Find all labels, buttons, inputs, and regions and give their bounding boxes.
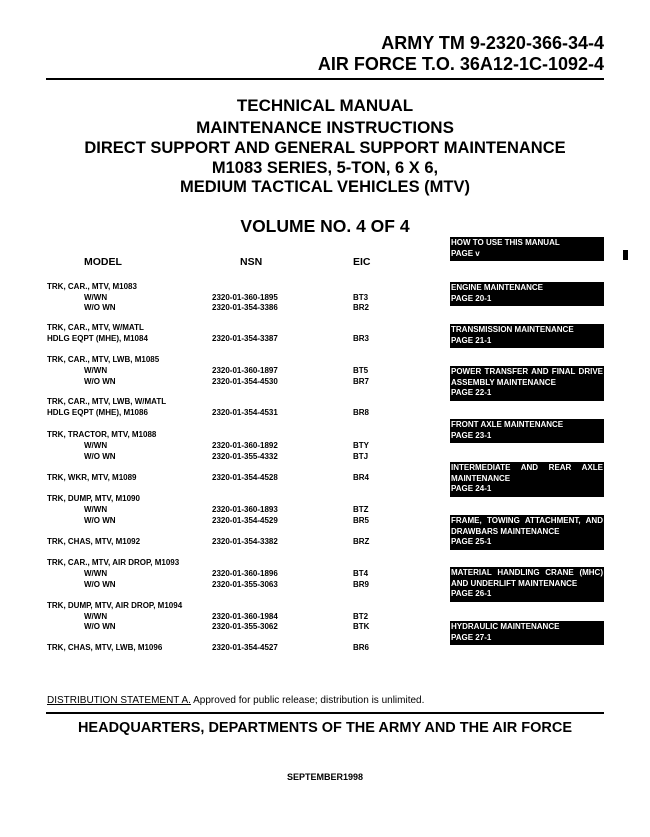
vehicle-variant: W/WN	[84, 293, 108, 302]
vehicle-eic: BR4	[353, 473, 370, 482]
vehicle-variant: W/O WN	[84, 452, 116, 461]
title-series: M1083 SERIES, 5-TON, 6 X 6,	[211, 159, 439, 177]
vehicle-nsn: 2320-01-354-4527	[212, 643, 278, 652]
vehicle-variant: W/WN	[84, 505, 108, 514]
vehicle-nsn: 2320-01-354-4528	[212, 473, 278, 482]
section-page: PAGE 22-1	[451, 388, 492, 397]
vehicle-model: TRK, CAR., MTV, LWB, M1085	[47, 355, 160, 364]
footer-rule	[46, 712, 604, 714]
section-title: HYDRAULIC MAINTENANCE	[451, 622, 560, 631]
vehicle-model: TRK, CHAS, MTV, M1092	[47, 537, 141, 546]
vehicle-model: TRK, CHAS, MTV, LWB, M1096	[47, 643, 163, 652]
vehicle-eic: BT3	[353, 293, 369, 302]
vehicle-nsn: 2320-01-355-3062	[212, 622, 278, 631]
vehicle-variant: W/O WN	[84, 377, 116, 386]
distribution-label: DISTRIBUTION STATEMENT A.	[47, 695, 191, 706]
section-page: PAGE 23-1	[451, 430, 492, 440]
section-tab-transmission[interactable]	[450, 324, 604, 348]
vehicle-eic: BT5	[353, 366, 369, 375]
vehicle-eic: BTJ	[353, 452, 369, 461]
section-page: PAGE 20-1	[451, 293, 492, 303]
section-page: PAGE v	[451, 248, 480, 258]
vehicle-nsn: 2320-01-360-1896	[212, 569, 278, 578]
column-header-nsn: NSN	[240, 256, 263, 268]
vehicle-nsn: 2320-01-354-4530	[212, 377, 278, 386]
section-tab-front-axle[interactable]	[450, 419, 604, 443]
vehicle-model: HDLG EQPT (MHE), M1084	[47, 334, 148, 343]
vehicle-eic: BTY	[353, 441, 369, 450]
vehicle-eic: BR7	[353, 377, 370, 386]
vehicle-nsn: 2320-01-360-1895	[212, 293, 278, 302]
headquarters: HEADQUARTERS, DEPARTMENTS OF THE ARMY AND THE AIR FORCE	[77, 720, 573, 736]
vehicle-eic: BR6	[353, 643, 370, 652]
column-header-eic: EIC	[353, 256, 371, 268]
vehicle-model: TRK, CAR., MTV, AIR DROP, M1093	[47, 558, 180, 567]
vehicle-model: TRK, DUMP, MTV, M1090	[47, 494, 140, 503]
vehicle-model: TRK, TRACTOR, MTV, M1088	[47, 430, 157, 439]
section-tab-engine[interactable]	[450, 282, 604, 306]
vehicle-model: TRK, CAR., MTV, M1083	[47, 282, 137, 291]
vehicle-eic: BR3	[353, 334, 370, 343]
vehicle-model: TRK, WKR, MTV, M1089	[47, 473, 137, 482]
vehicle-variant: W/O WN	[84, 622, 116, 631]
vehicle-variant: W/O WN	[84, 580, 116, 589]
header-rule	[46, 78, 604, 80]
vehicle-nsn: 2320-01-360-1893	[212, 505, 278, 514]
air-force-to-number: AIR FORCE T.O. 36A12-1C-1092-4	[317, 54, 604, 74]
section-page: PAGE 25-1	[451, 537, 492, 546]
vehicle-model: TRK, CAR., MTV, W/MATL	[47, 323, 144, 332]
vehicle-eic: BRZ	[353, 537, 370, 546]
publication-date: SEPTEMBER1998	[286, 772, 364, 782]
vehicle-eic: BR9	[353, 580, 370, 589]
army-tm-number: ARMY TM 9-2320-366-34-4	[381, 33, 604, 53]
section-tab-how-to-use[interactable]	[450, 237, 604, 261]
vehicle-eic: BTK	[353, 622, 370, 631]
section-title: TRANSMISSION MAINTENANCE	[451, 325, 574, 334]
vehicle-model: TRK, CAR., MTV, LWB, W/MATL	[47, 397, 167, 406]
vehicle-variant: W/WN	[84, 569, 108, 578]
vehicle-nsn: 2320-01-360-1984	[212, 612, 278, 621]
vehicle-eic: BT2	[353, 612, 369, 621]
title-maintenance-instructions: MAINTENANCE INSTRUCTIONS	[196, 118, 454, 137]
vehicle-nsn: 2320-01-360-1897	[212, 366, 278, 375]
section-title: ENGINE MAINTENANCE	[451, 283, 544, 292]
vehicle-variant: W/O WN	[84, 303, 116, 312]
section-page: PAGE 26-1	[451, 589, 492, 598]
section-tab-hydraulic[interactable]	[450, 621, 604, 645]
vehicle-model: TRK, DUMP, MTV, AIR DROP, M1094	[47, 601, 183, 610]
vehicle-nsn: 2320-01-355-3063	[212, 580, 278, 589]
volume-number: VOLUME NO. 4 OF 4	[240, 216, 410, 236]
distribution-statement	[47, 695, 424, 706]
section-title: HOW TO USE THIS MANUAL	[451, 238, 560, 247]
vehicle-nsn: 2320-01-355-4332	[212, 452, 278, 461]
vehicle-eic: BR2	[353, 303, 370, 312]
section-tab-rear-axle[interactable]	[450, 462, 604, 497]
vehicle-nsn: 2320-01-354-4529	[212, 516, 278, 525]
vehicle-nsn: 2320-01-354-3386	[212, 303, 278, 312]
section-tab-power-transfer[interactable]	[450, 366, 604, 401]
vehicle-eic: BR8	[353, 408, 370, 417]
vehicle-eic: BR5	[353, 516, 370, 525]
distribution-text: Approved for public release; distribution is unlimited.	[193, 695, 425, 706]
section-title: POWER TRANSFER AND FINAL DRIVE ASSEMBLY MAINTENANCE	[451, 367, 603, 387]
section-tab-frame[interactable]	[450, 515, 604, 550]
title-vehicle-type: MEDIUM TACTICAL VEHICLES (MTV)	[180, 178, 470, 196]
section-title: FRAME, TOWING ATTACHMENT, AND DRAWBARS MAINTENANCE	[451, 516, 603, 536]
section-page: PAGE 27-1	[451, 632, 492, 642]
section-title: MATERIAL HANDLING CRANE (MHC) AND UNDERLIFT MAINTENANCE	[451, 568, 603, 588]
title-technical-manual: TECHNICAL MANUAL	[236, 96, 414, 115]
vehicle-variant: W/O WN	[84, 516, 116, 525]
thumb-index-marker	[623, 250, 628, 260]
vehicle-nsn: 2320-01-354-4531	[212, 408, 278, 417]
title-support-level: DIRECT SUPPORT AND GENERAL SUPPORT MAINTENANCE	[84, 139, 566, 157]
section-tab-crane[interactable]	[450, 567, 604, 602]
vehicle-variant: W/WN	[84, 612, 108, 621]
section-title: FRONT AXLE MAINTENANCE	[451, 420, 564, 429]
vehicle-nsn: 2320-01-354-3382	[212, 537, 278, 546]
section-title: INTERMEDIATE AND REAR AXLE MAINTENANCE	[451, 463, 603, 483]
section-page: PAGE 24-1	[451, 484, 492, 493]
vehicle-model: HDLG EQPT (MHE), M1086	[47, 408, 148, 417]
vehicle-eic: BTZ	[353, 505, 369, 514]
column-header-model: MODEL	[84, 256, 122, 268]
vehicle-eic: BT4	[353, 569, 369, 578]
section-page: PAGE 21-1	[451, 335, 492, 345]
vehicle-nsn: 2320-01-360-1892	[212, 441, 278, 450]
vehicle-variant: W/WN	[84, 441, 108, 450]
vehicle-nsn: 2320-01-354-3387	[212, 334, 278, 343]
vehicle-variant: W/WN	[84, 366, 108, 375]
